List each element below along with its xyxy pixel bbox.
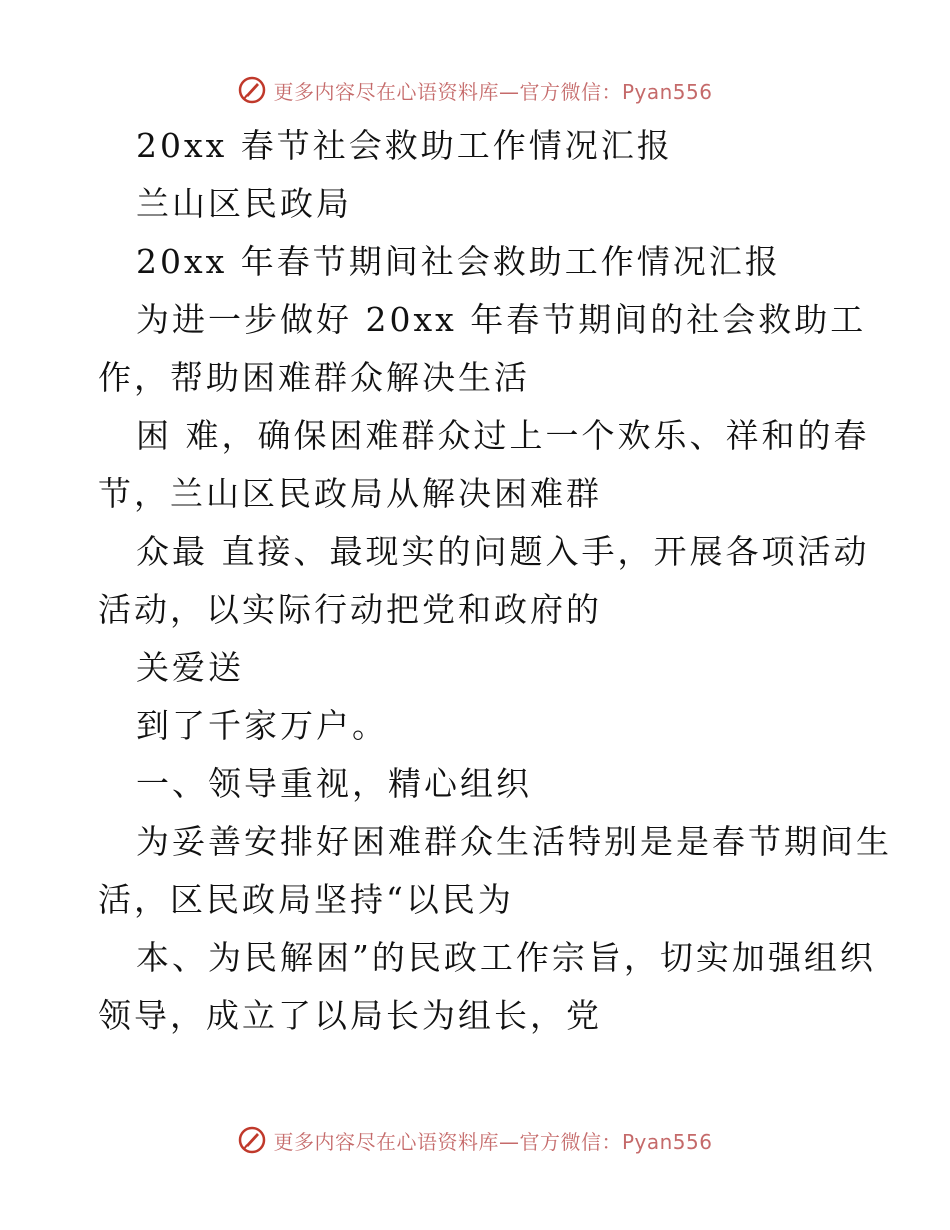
doc-subtitle: 20xx 年春节期间社会救助工作情况汇报 [136, 242, 781, 281]
doc-author: 兰山区民政局 [136, 184, 352, 223]
doc-line: 关爱送 [136, 648, 244, 687]
doc-line: 节，兰山区民政局从解决困难群 [98, 474, 602, 513]
doc-line: 困 难，确保困难群众过上一个欢乐、祥和的春 [136, 416, 870, 455]
quill-logo-icon [237, 75, 267, 105]
doc-line: 活，区民政局坚持“以民为 [98, 880, 514, 919]
doc-line: 众最 直接、最现实的问题入手，开展各项活动 [136, 532, 870, 571]
doc-line: 作，帮助困难群众解决生活 [98, 358, 530, 397]
doc-line: 为进一步做好 20xx 年春节期间的社会救助工 [136, 300, 867, 339]
doc-line: 领导，成立了以局长为组长，党 [98, 996, 602, 1035]
doc-line: 到了千家万户。 [136, 706, 388, 745]
document-body [98, 124, 892, 1052]
header-watermark [0, 70, 950, 110]
doc-title: 20xx 春节社会救助工作情况汇报 [136, 126, 673, 165]
quill-logo-icon [237, 1125, 267, 1155]
header-watermark-text: 更多内容尽在心语资料库—官方微信：Pyan556 [273, 79, 713, 104]
section-heading: 一、领导重视，精心组织 [136, 764, 532, 803]
footer-watermark [0, 1120, 950, 1160]
doc-line: 活动，以实际行动把党和政府的 [98, 590, 602, 629]
footer-watermark-text: 更多内容尽在心语资料库—官方微信：Pyan556 [273, 1129, 713, 1154]
doc-line: 本、为民解困”的民政工作宗旨，切实加强组织 [136, 938, 876, 977]
doc-line: 为妥善安排好困难群众生活特别是是春节期间生 [136, 822, 892, 861]
